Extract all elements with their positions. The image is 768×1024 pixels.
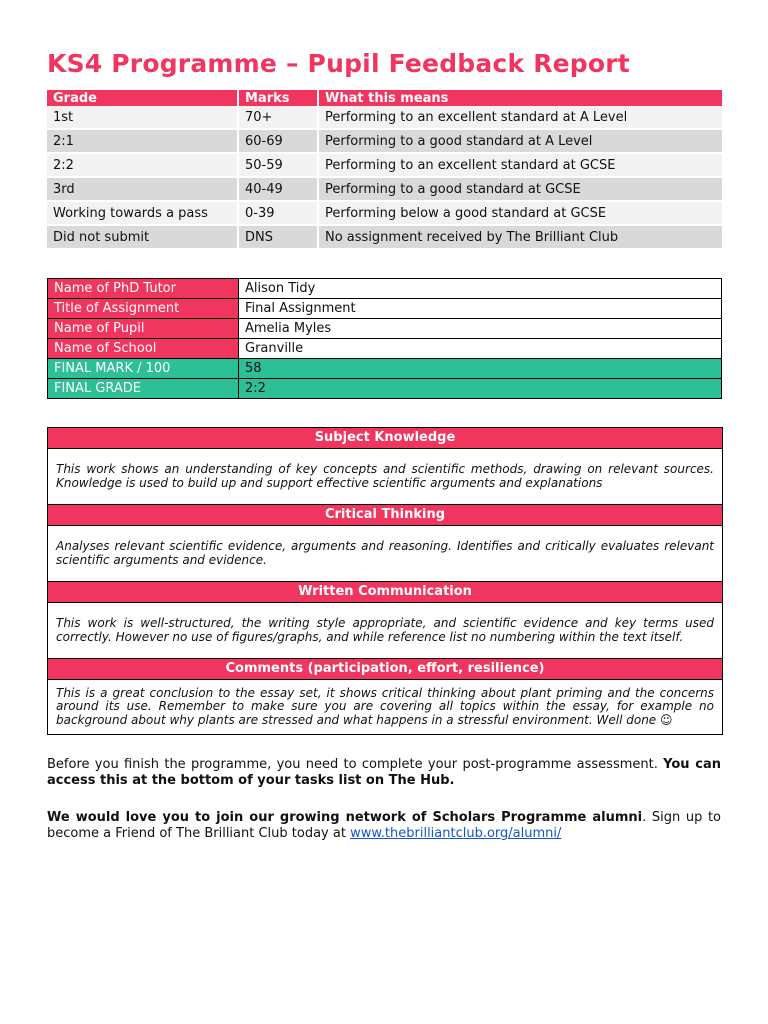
critical-thinking-heading: Critical Thinking xyxy=(48,505,722,526)
column-header: Grade xyxy=(47,90,238,106)
column-header: What this means xyxy=(318,90,722,106)
pupil-value: Amelia Myles xyxy=(239,319,722,339)
table-row xyxy=(47,153,722,177)
alumni-link[interactable]: www.thebrilliantclub.org/alumni/ xyxy=(350,826,562,841)
grade-cell: Working towards a pass xyxy=(47,201,238,225)
meaning-cell: Performing below a good standard at GCSE xyxy=(318,201,722,225)
written-communication-body: This work is well-structured, the writing style appropriate, and scientific evidence and key terms used correctly. However no use of figures/graphs, and while reference list no numbering within the text itself. xyxy=(56,616,714,644)
grade-cell: 1st xyxy=(47,106,238,129)
school-value: Granville xyxy=(239,339,722,359)
marks-cell: 50-59 xyxy=(238,153,318,177)
comments-text xyxy=(48,680,722,735)
subject-knowledge-heading: Subject Knowledge xyxy=(48,428,722,449)
meaning-cell: No assignment received by The Brilliant Club xyxy=(318,225,722,249)
page-title: KS4 Programme – Pupil Feedback Report xyxy=(47,49,630,78)
info-row-tutor xyxy=(48,279,722,299)
info-row-final-mark xyxy=(48,359,722,379)
comments-heading: Comments (participation, effort, resilience) xyxy=(48,659,722,680)
school-label: Name of School xyxy=(48,339,239,359)
meaning-cell: Performing to a good standard at GCSE xyxy=(318,177,722,201)
table-row xyxy=(47,177,722,201)
final-mark-label: FINAL MARK / 100 xyxy=(48,359,239,379)
subject-knowledge-text xyxy=(48,449,722,505)
marks-cell: 0-39 xyxy=(238,201,318,225)
grade-cell: 3rd xyxy=(47,177,238,201)
final-grade-value: 2:2 xyxy=(239,379,722,399)
grade-table-header xyxy=(47,90,722,106)
table-row xyxy=(47,106,722,129)
grade-cell: 2:2 xyxy=(47,153,238,177)
assessment-text: Before you finish the programme, you need to complete your post-programme assessment. xyxy=(47,757,664,772)
tutor-label: Name of PhD Tutor xyxy=(48,279,239,299)
marks-cell: 60-69 xyxy=(238,129,318,153)
marks-cell: 40-49 xyxy=(238,177,318,201)
table-row xyxy=(47,129,722,153)
column-header: Marks xyxy=(238,90,318,106)
critical-thinking-text xyxy=(48,526,722,582)
grade-cell: Did not submit xyxy=(47,225,238,249)
written-communication-heading: Written Communication xyxy=(48,582,722,603)
info-row-assignment xyxy=(48,299,722,319)
alumni-bold-text: We would love you to join our growing network of Scholars Programme alumni xyxy=(47,810,643,825)
table-row xyxy=(47,201,722,225)
info-row-final-grade xyxy=(48,379,722,399)
assignment-value: Final Assignment xyxy=(239,299,722,319)
comments-body: This is a great conclusion to the essay set, it shows critical thinking about plant priming and the concerns around its use. Remember to make sure you are covering all topics within the essay, for example no background about why plants are stressed and what happens in a stressful environment. Well done ☺ xyxy=(56,685,714,727)
assignment-label: Title of Assignment xyxy=(48,299,239,319)
marks-cell: DNS xyxy=(238,225,318,249)
assessment-paragraph xyxy=(47,757,721,789)
written-communication-text xyxy=(48,603,722,659)
grade-table xyxy=(47,90,722,250)
meaning-cell: Performing to a good standard at A Level xyxy=(318,129,722,153)
feedback-box xyxy=(47,427,723,735)
alumni-paragraph xyxy=(47,810,721,842)
pupil-label: Name of Pupil xyxy=(48,319,239,339)
info-row-school xyxy=(48,339,722,359)
pupil-info-table xyxy=(47,278,722,399)
assessment-bold-text: You can access this at the bottom of your tasks list on The Hub. xyxy=(47,757,721,788)
final-mark-value: 58 xyxy=(239,359,722,379)
table-row xyxy=(47,225,722,249)
marks-cell: 70+ xyxy=(238,106,318,129)
meaning-cell: Performing to an excellent standard at A Level xyxy=(318,106,722,129)
info-row-pupil xyxy=(48,319,722,339)
final-grade-label: FINAL GRADE xyxy=(48,379,239,399)
alumni-text: . Sign up to become a Friend of The Brilliant Club today at xyxy=(47,810,721,841)
critical-thinking-body: Analyses relevant scientific evidence, arguments and reasoning. Identifies and critically evaluates relevant scientific arguments and evidence. xyxy=(56,539,714,567)
subject-knowledge-body: This work shows an understanding of key concepts and scientific methods, drawing on relevant sources. Knowledge is used to build up and support effective scientific arguments and explanations xyxy=(56,462,714,490)
grade-cell: 2:1 xyxy=(47,129,238,153)
meaning-cell: Performing to an excellent standard at GCSE xyxy=(318,153,722,177)
tutor-value: Alison Tidy xyxy=(239,279,722,299)
